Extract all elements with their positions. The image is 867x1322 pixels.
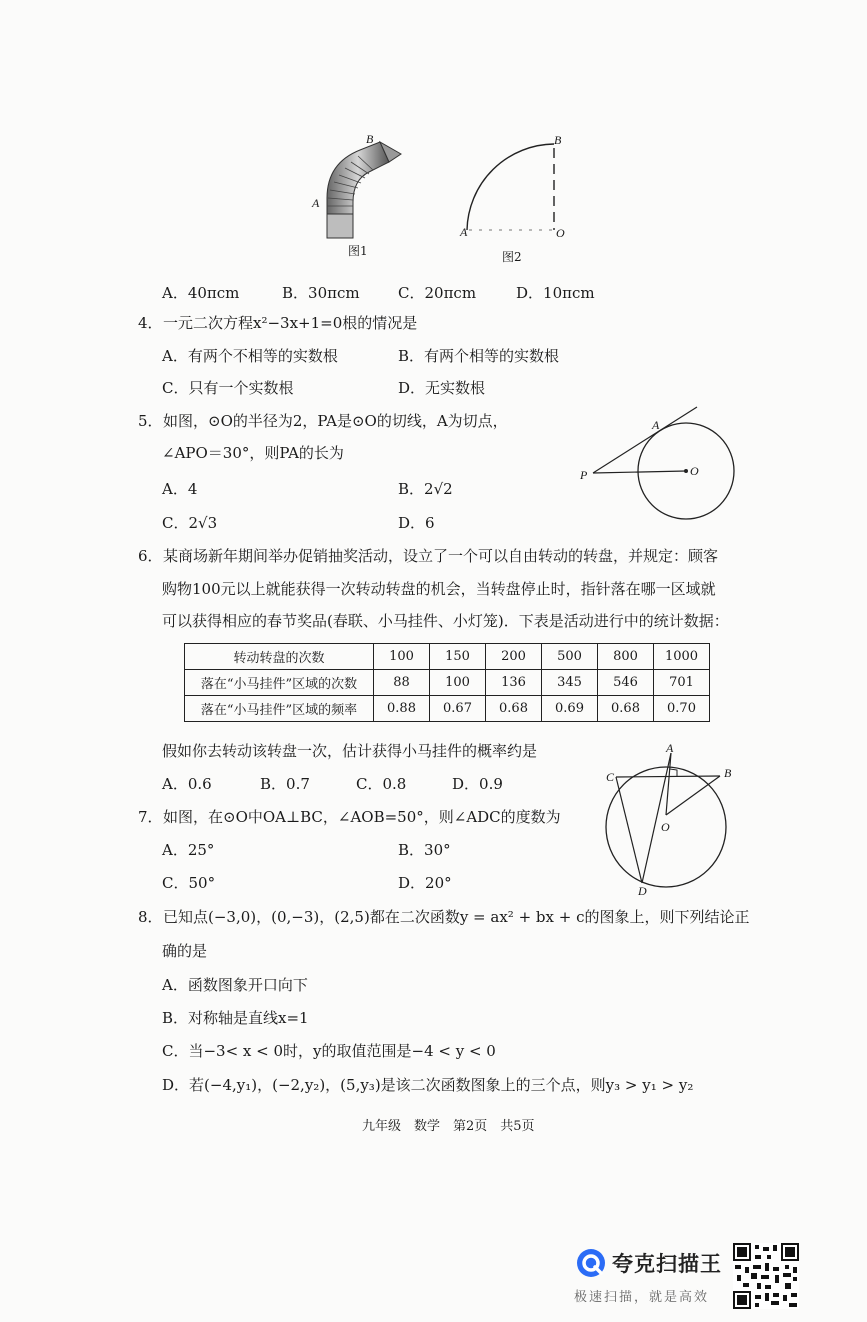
pipe-elbow-figure: [305, 128, 405, 248]
q7-number: 7．: [138, 808, 163, 826]
qr-code-icon: [733, 1243, 799, 1309]
table-cell: 800: [598, 644, 654, 670]
q6-option-d: D．0.9: [452, 775, 503, 793]
q6-stem-line1: 某商场新年期间举办促销抽奖活动，设立了一个可以自由转动的转盘，并规定：顾客: [163, 547, 719, 565]
q8-option-a: A．函数图象开口向下: [162, 976, 308, 994]
q4-option-a: A．有两个不相等的实数根: [162, 347, 338, 365]
quark-logo-icon: [576, 1248, 606, 1278]
table-cell: 500: [542, 644, 598, 670]
q8-stem-line2: 确的是: [162, 942, 208, 960]
q4-stem: 一元二次方程x²−3x+1=0根的情况是: [163, 314, 418, 332]
statistics-table: [184, 643, 710, 722]
q7-label-d: D: [638, 884, 647, 898]
table-cell: 0.68: [598, 696, 654, 722]
q3-option-a: A．40πcm: [162, 284, 240, 302]
table-cell: 1000: [654, 644, 710, 670]
q8-stem-line1: 已知点(−3,0)，(0,−3)，(2,5)都在二次函数y = ax² + bx + c的图象上，则下列结论正: [163, 908, 750, 926]
fig1-label-a: A: [312, 196, 320, 210]
fig2-label-o: O: [556, 226, 565, 240]
table-cell: 345: [542, 670, 598, 696]
q6-option-c: C．0.8: [356, 775, 407, 793]
q5-stem-line1: 如图，⊙O的半径为2，PA是⊙O的切线，A为切点，: [163, 412, 508, 430]
q6-question: 假如你去转动该转盘一次，估计获得小马挂件的概率约是: [162, 742, 538, 760]
fig2-label-b: B: [554, 133, 562, 147]
table-cell: 100: [374, 644, 430, 670]
q5-label-a: A: [652, 418, 660, 432]
table-cell: 0.70: [654, 696, 710, 722]
q3-option-c: C．20πcm: [398, 284, 477, 302]
table-cell: 88: [374, 670, 430, 696]
q5-label-p: P: [580, 468, 588, 482]
q7-option-d: D．20°: [398, 874, 452, 892]
q8-number: 8．: [138, 908, 163, 926]
q5-label-o: O: [690, 464, 699, 478]
q6-stem-line3: 可以获得相应的春节奖品(春联、小马挂件、小灯笼)．下表是活动进行中的统计数据：: [162, 612, 729, 630]
q5-stem-line2: ∠APO＝30°，则PA的长为: [162, 444, 344, 462]
fig2-caption: 图2: [502, 250, 522, 264]
q4-option-b: B．有两个相等的实数根: [398, 347, 560, 365]
table-row: [185, 670, 710, 696]
fig1-caption: 图1: [348, 244, 368, 258]
q6-number: 6．: [138, 547, 163, 565]
q5-number: 5．: [138, 412, 163, 430]
q7-label-o: O: [661, 820, 670, 834]
q4-number: 4．: [138, 314, 163, 332]
q4-option-c: C．只有一个实数根: [162, 379, 294, 397]
q7-label-b: B: [724, 766, 732, 780]
page-footer: 九年级 数学 第2页 共5页: [362, 1119, 535, 1134]
table-cell: 701: [654, 670, 710, 696]
fig2-label-a: A: [460, 225, 468, 239]
table-cell: 0.69: [542, 696, 598, 722]
table-row: [185, 644, 710, 670]
brand-name: 夸克扫描王: [612, 1252, 722, 1276]
q5-option-a: A．4: [162, 480, 198, 498]
table-cell: 落在“小马挂件”区域的频率: [185, 696, 374, 722]
q7-stem: 如图，在⊙O中OA⊥BC，∠AOB=50°，则∠ADC的度数为: [163, 808, 561, 826]
q5-option-b: B．2√2: [398, 480, 453, 498]
table-cell: 100: [430, 670, 486, 696]
table-cell: 200: [486, 644, 542, 670]
q4-option-d: D．无实数根: [398, 379, 486, 397]
q6-option-a: A．0.6: [162, 775, 212, 793]
q7-option-c: C．50°: [162, 874, 216, 892]
q6-option-b: B．0.7: [260, 775, 310, 793]
table-cell: 150: [430, 644, 486, 670]
q5-option-c: C．2√3: [162, 514, 218, 532]
table-cell: 落在“小马挂件”区域的次数: [185, 670, 374, 696]
q3-option-b: B．30πcm: [282, 284, 360, 302]
table-row: [185, 696, 710, 722]
table-cell: 转动转盘的次数: [185, 644, 374, 670]
table-cell: 0.68: [486, 696, 542, 722]
table-cell: 136: [486, 670, 542, 696]
q7-label-a: A: [666, 741, 674, 755]
q7-option-b: B．30°: [398, 841, 451, 859]
q8-option-c: C．当−3< x < 0时，y的取值范围是−4 < y < 0: [162, 1042, 496, 1060]
q8-option-d: D．若(−4,y₁)，(−2,y₂)，(5,y₃)是该二次函数图象上的三个点，则y₃ > y₁ > y₂: [162, 1076, 694, 1094]
brand-slogan: 极速扫描，就是高效: [574, 1290, 710, 1305]
table-cell: 0.67: [430, 696, 486, 722]
q6-stem-line2: 购物100元以上就能获得一次转动转盘的机会，当转盘停止时，指针落在哪一区域就: [162, 580, 716, 598]
q8-option-b: B．对称轴是直线x=1: [162, 1009, 309, 1027]
tangent-circle-figure: [585, 405, 745, 530]
q7-option-a: A．25°: [162, 841, 215, 859]
q5-option-d: D．6: [398, 514, 435, 532]
table-cell: 0.88: [374, 696, 430, 722]
q3-option-d: D．10πcm: [516, 284, 595, 302]
table-cell: 546: [598, 670, 654, 696]
fig1-label-b: B: [366, 132, 374, 146]
q7-label-c: C: [606, 770, 615, 784]
